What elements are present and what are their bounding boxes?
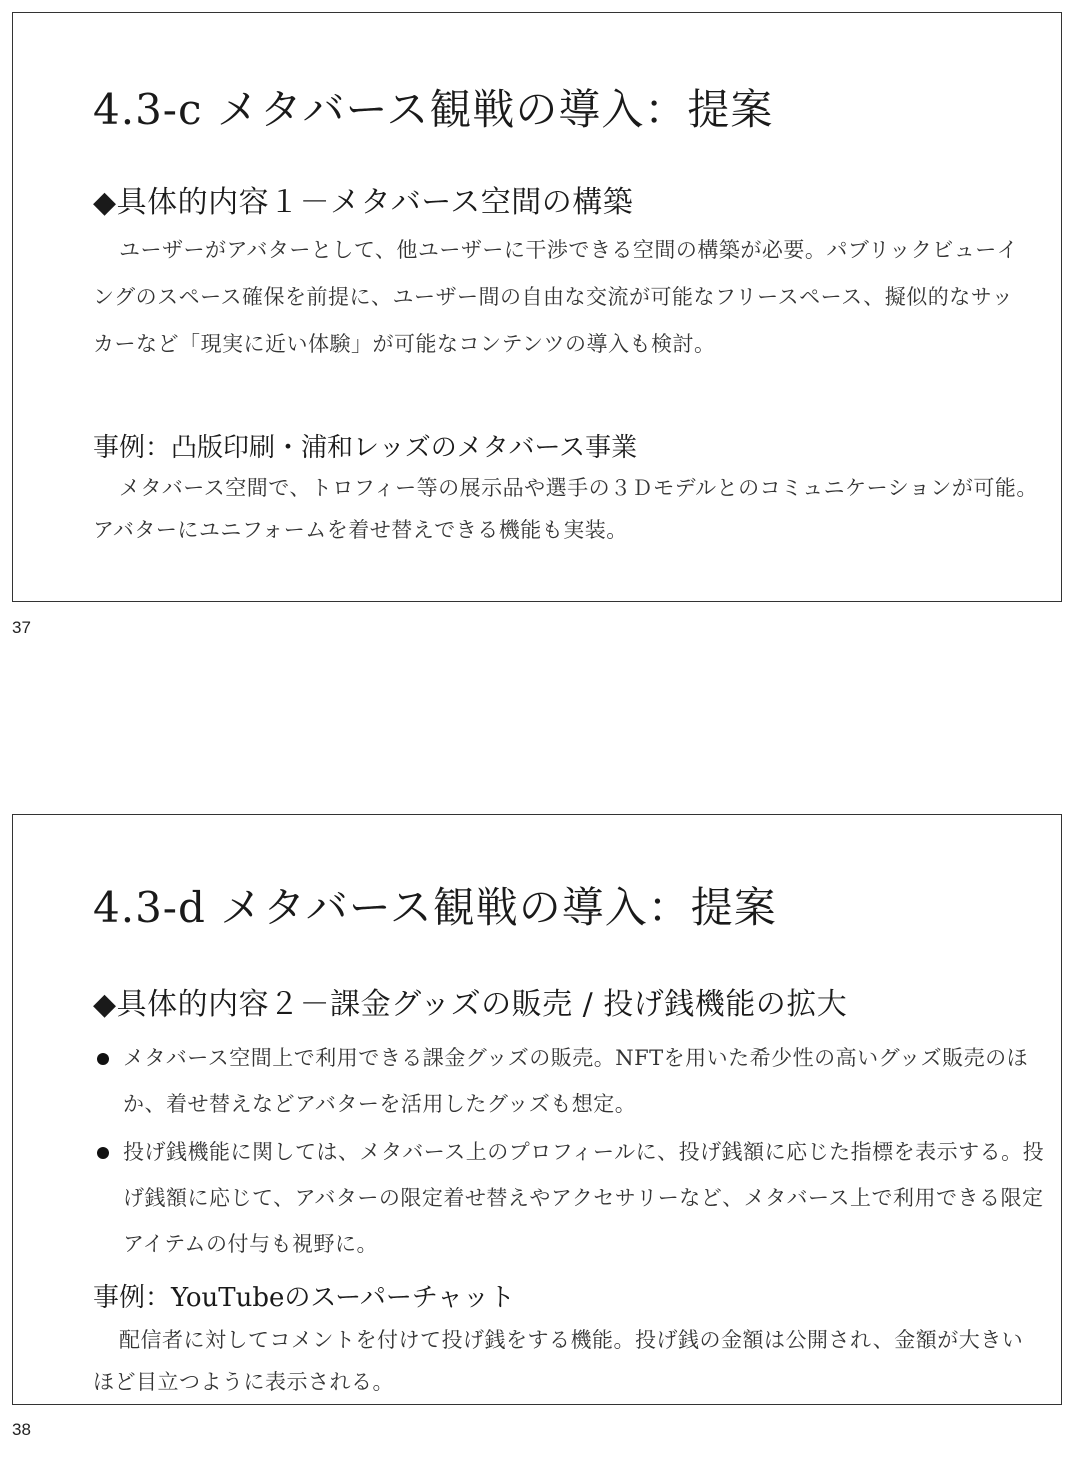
section-heading: ◆具体的内容１－メタバース空間の構築 [93,185,634,220]
bullet-text: 投げ銭機能に関しては、メタバース上のプロフィールに、投げ銭額に応じた指標を表示する。投げ銭額に応じて、アバターの限定着せ替えやアクセサリーなど、メタバース上で利用できる限定アイテムの付与も視野に。 [123,1140,1045,1256]
case-heading: 事例：凸版印刷・浦和レッズのメタバース事業 [93,433,638,463]
slide-37 [12,12,1062,602]
page-number: 38 [12,1420,31,1439]
bullet-text: メタバース空間上で利用できる課金グッズの販売。NFTを用いた希少性の高いグッズ販売のほか、着せ替えなどアバターを活用したグッズも想定。 [123,1046,1029,1116]
slide-title: 4.3-d メタバース観戦の導入：提案 [93,883,777,932]
slide-title: 4.3-c メタバース観戦の導入：提案 [93,85,774,134]
body-text: ユーザーがアバターとして、他ユーザーに干渉できる空間の構築が必要。パブリックビューイングのスペース確保を前提に、ユーザー間の自由な交流が可能なフリースペース、擬似的なサッカーなど「現実に近い体験」が可能なコンテンツの導入も検討。 [93,238,1019,356]
bullet-list [93,1035,1053,1269]
case-text: 配信者に対してコメントを付けて投げ銭をする機能。投げ銭の金額は公開され、金額が大きいほど目立つように表示される。 [93,1328,1024,1394]
bullet-icon [97,1147,109,1159]
list-item [93,1129,1053,1267]
case-heading: 事例：YouTubeのスーパーチャット [93,1283,516,1313]
bullet-icon [97,1053,109,1065]
slide-38 [12,814,1062,1405]
page-number: 37 [12,618,31,637]
section-heading: ◆具体的内容２－課金グッズの販売 / 投げ銭機能の拡大 [93,987,848,1022]
list-item [93,1035,1053,1127]
case-text: メタバース空間で、トロフィー等の展示品や選手の３Ｄモデルとのコミュニケーションが可能。アバターにユニフォームを着せ替えできる機能も実装。 [93,476,1038,542]
